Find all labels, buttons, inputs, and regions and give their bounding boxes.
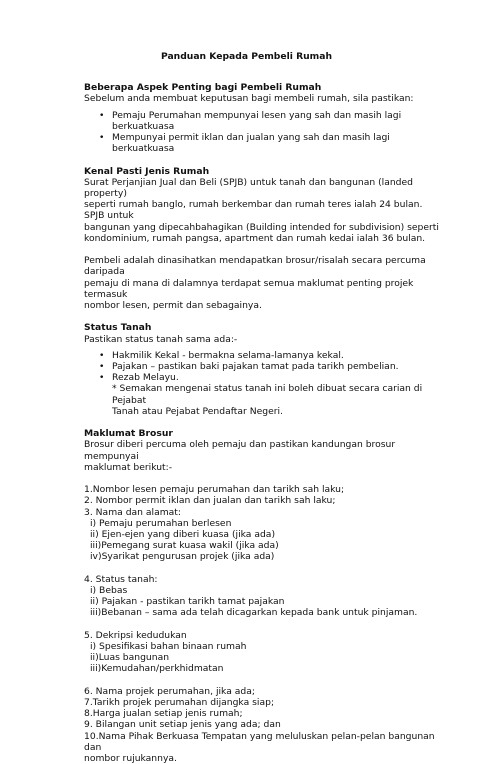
section-heading-status-tanah: Status Tanah: [84, 322, 152, 334]
numbered-item: 6. Nama projek perumahan, jika ada;: [84, 685, 255, 697]
text-line: Pembeli adalah dinasihatkan mendapatkan brosur/risalah secara percuma daripada: [84, 255, 426, 278]
section1-intro: Sebelum anda membuat keputusan bagi membeli rumah, sila pastikan:: [84, 93, 414, 105]
note-line: * Semakan mengenai status tanah ini boleh dibuat secara carian di Pejabat: [112, 383, 423, 406]
text-line: bangunan yang dipecahbahagikan (Building intended for subdivision) seperti: [84, 221, 439, 233]
text-line: kondominium, rumah pangsa, apartment dan rumah kedai ialah 36 bulan.: [84, 232, 426, 244]
list-item: • Mempunyai permit iklan dan jualan yang sah dan masih lagi berkuatkuasa: [84, 132, 439, 154]
numbered-item: nombor rujukannya.: [84, 753, 177, 764]
section-heading-aspek: Beberapa Aspek Penting bagi Pembeli Rumah: [84, 82, 322, 94]
sub-item: iii)Bebanan – sama ada telah dicagarkan kepada bank untuk pinjaman.: [90, 607, 418, 619]
sub-item: ii)Luas bangunan: [90, 652, 170, 664]
section3-intro: Pastikan status tanah sama ada:-: [84, 333, 238, 345]
list-item: • Rezab Melayu.: [84, 372, 439, 383]
numbered-item: 8.Harga jualan setiap jenis rumah;: [84, 708, 243, 720]
note-line: Tanah atau Pejabat Pendaftar Negeri.: [112, 405, 283, 417]
numbered-item: 9. Bilangan unit setiap jenis yang ada; dan: [84, 719, 281, 731]
list-item: • Hakmilik Kekal - bermakna selama-lamanya kekal.: [84, 350, 439, 361]
document-page: [84, 51, 439, 764]
text-line: seperti rumah banglo, rumah berkembar dan rumah teres ialah 24 bulan. SPJB untuk: [84, 199, 423, 222]
list-item: • Pemaju Perumahan mempunyai lesen yang sah dan masih lagi berkuatkuasa: [84, 110, 439, 132]
numbered-item: 7.Tarikh projek perumahan dijangka siap;: [84, 697, 275, 709]
section-heading-maklumat-brosur: Maklumat Brosur: [84, 428, 173, 440]
numbered-item: 4. Status tanah:: [84, 573, 158, 585]
document-title: Panduan Kepada Pembeli Rumah: [161, 51, 332, 62]
sub-item: ii) Ejen-ejen yang diberi kuasa (jika ada): [90, 529, 276, 541]
numbered-item: 3. Nama dan alamat:: [84, 506, 181, 518]
numbered-item: 2. Nombor permit iklan dan jualan dan tarikh sah laku;: [84, 495, 336, 507]
sub-item: i) Spesifikasi bahan binaan rumah: [90, 641, 247, 653]
sub-item: i) Pemaju perumahan berlesen: [90, 517, 232, 529]
sub-item: iii)Pemegang surat kuasa wakil (jika ada): [90, 540, 279, 552]
text-line: pemaju di mana di dalamnya terdapat semua maklumat penting projek termasuk: [84, 277, 414, 300]
section-heading-jenis-rumah: Kenal Pasti Jenis Rumah: [84, 165, 210, 177]
list-item: • Pajakan – pastikan baki pajakan tamat pada tarikh pembelian.: [84, 361, 439, 372]
text-line: Brosur diberi percuma oleh pemaju dan pastikan kandungan brosur mempunyai: [84, 439, 396, 462]
numbered-item: 10.Nama Pihak Berkuasa Tempatan yang meluluskan pelan-pelan bangunan dan: [84, 730, 435, 753]
text-line: Surat Perjanjian Jual dan Beli (SPJB) untuk tanah dan bangunan (landed property): [84, 176, 413, 200]
section3-bullets: [84, 350, 439, 384]
numbered-item: 5. Dekripsi kedudukan: [84, 629, 187, 641]
sub-item: iii)Kemudahan/perkhidmatan: [90, 663, 224, 675]
text-line: maklumat berikut:-: [84, 461, 173, 473]
numbered-item: 1.Nombor lesen pemaju perumahan dan tarikh sah laku;: [84, 484, 345, 496]
sub-item: ii) Pajakan - pastikan tarikh tamat pajakan: [90, 596, 285, 608]
text-line: nombor lesen, permit dan sebagainya.: [84, 300, 262, 312]
sub-item: iv)Syarikat pengurusan projek (jika ada): [90, 551, 275, 563]
section1-bullets: [84, 110, 439, 155]
sub-item: i) Bebas: [90, 585, 128, 597]
